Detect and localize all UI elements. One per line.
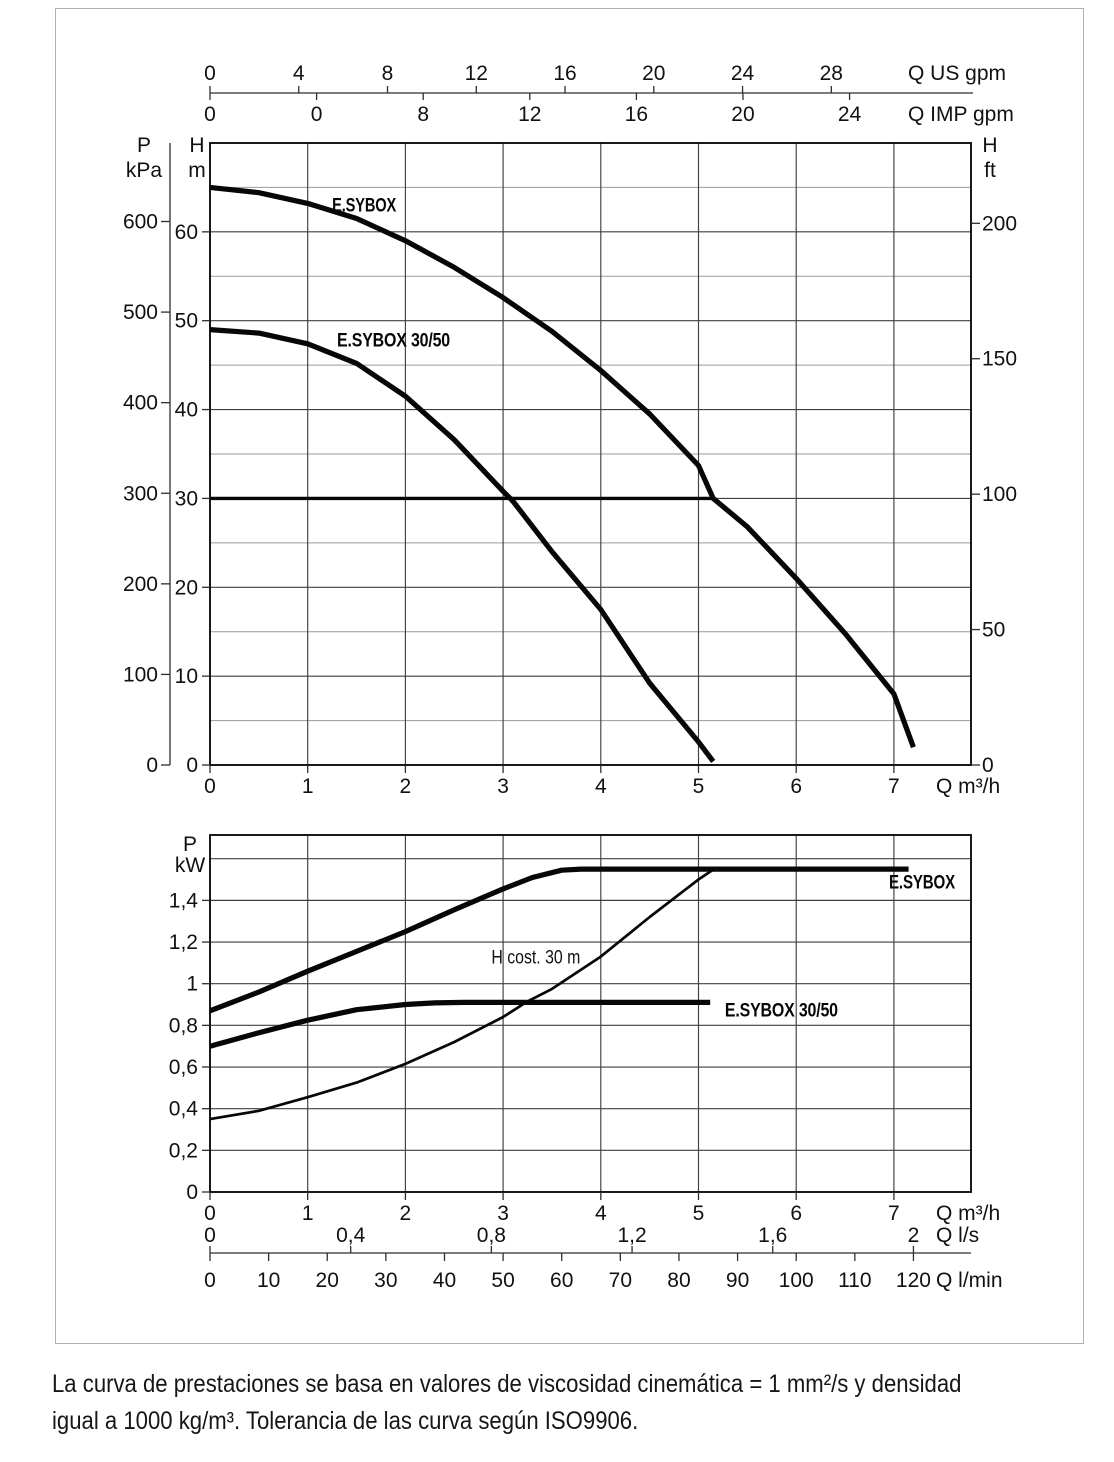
ft-axis-title: H [982, 134, 998, 157]
x-tick-label: 0 [204, 1202, 216, 1225]
lmin-tick-label: 40 [432, 1269, 457, 1292]
curve-e-sybox [210, 187, 913, 747]
us-gpm-unit-label: Q US gpm [908, 62, 1007, 85]
kpa-tick-label: 500 [122, 301, 158, 325]
imp-gpm-tick-label: 24 [837, 103, 862, 126]
us-gpm-tick-label: 12 [464, 62, 488, 85]
curve-e-sybox-power [210, 869, 909, 1011]
imp-gpm-tick-label: 8 [417, 103, 430, 126]
curve-label: E.SYBOX 30/50 [724, 1000, 838, 1022]
ft-axis-title: ft [984, 159, 996, 182]
lmin-unit-label: Q l/min [936, 1269, 1003, 1292]
imp-gpm-tick-label: 0 [310, 103, 323, 126]
hm-tick-label: 50 [174, 309, 198, 333]
lmin-tick-label: 60 [550, 1269, 574, 1292]
power-plot-border [210, 835, 971, 1192]
lmin-tick-label: 50 [491, 1269, 515, 1292]
x-tick-label: 7 [888, 1202, 900, 1225]
ls-tick-label: 0,4 [336, 1224, 366, 1247]
lmin-tick-label: 90 [725, 1269, 750, 1292]
kpa-axis-title: P [136, 134, 152, 157]
lmin-tick-label: 70 [608, 1269, 633, 1292]
ft-tick-label: 200 [982, 212, 1018, 236]
lmin-tick-label: 0 [204, 1269, 216, 1292]
caption-line-2: igual a 1000 kg/m³. Tolerancia de las curva según ISO9906. [52, 1407, 639, 1435]
kpa-axis-title: kPa [125, 159, 163, 182]
x-tick-label: 7 [888, 775, 900, 798]
ft-tick-label: 100 [982, 483, 1018, 507]
us-gpm-tick-label: 28 [819, 62, 843, 85]
hm-tick-label: 0 [186, 754, 198, 777]
kw-tick-label: 1 [186, 972, 198, 996]
x-tick-label: 0 [204, 775, 216, 798]
x-tick-label: 2 [399, 775, 412, 798]
imp-gpm-tick-label: 20 [731, 103, 755, 126]
curve-label: E.SYBOX 30/50 [337, 330, 451, 352]
hm-tick-label: 40 [174, 398, 198, 422]
x-tick-label: 2 [399, 1202, 412, 1225]
x-axis-unit-label: Q m³/h [936, 775, 1001, 798]
ft-tick-label: 0 [982, 754, 994, 777]
kw-tick-label: 0,8 [168, 1014, 198, 1038]
ls-tick-label: 0 [204, 1224, 216, 1247]
kpa-tick-label: 200 [122, 572, 158, 596]
x-tick-label: 3 [497, 1202, 509, 1225]
ft-tick-label: 50 [982, 618, 1006, 642]
ls-unit-label: Q l/s [936, 1224, 980, 1247]
x-tick-label: 5 [692, 775, 705, 798]
lmin-tick-label: 110 [838, 1269, 872, 1292]
x-axis-unit-label: Q m³/h [936, 1202, 1001, 1225]
lmin-tick-label: 30 [374, 1269, 398, 1292]
lmin-tick-label: 20 [315, 1269, 339, 1292]
ls-tick-label: 0,8 [476, 1224, 506, 1247]
kw-tick-label: 1,4 [168, 889, 198, 913]
us-gpm-tick-label: 20 [642, 62, 666, 85]
us-gpm-tick-label: 24 [730, 62, 755, 85]
x-tick-label: 4 [594, 775, 607, 798]
us-gpm-tick-label: 8 [381, 62, 394, 85]
x-tick-label: 5 [692, 1202, 705, 1225]
hm-tick-label: 10 [174, 665, 198, 689]
kpa-tick-label: 300 [122, 482, 158, 506]
lmin-tick-label: 80 [667, 1269, 691, 1292]
imp-gpm-tick-label: 16 [624, 103, 649, 126]
curve-label: H cost. 30 m [491, 947, 581, 969]
x-tick-label: 1 [301, 1202, 314, 1225]
kpa-tick-label: 600 [122, 210, 158, 234]
x-tick-label: 4 [594, 1202, 607, 1225]
us-gpm-tick-label: 0 [204, 62, 216, 85]
curve-label: E.SYBOX [889, 872, 956, 894]
us-gpm-tick-label: 4 [292, 62, 305, 85]
ls-tick-label: 2 [907, 1224, 920, 1247]
ft-tick-label: 150 [982, 347, 1018, 371]
hm-tick-label: 30 [174, 487, 198, 511]
hm-axis-title: H [189, 134, 205, 157]
imp-gpm-unit-label: Q IMP gpm [908, 103, 1014, 126]
ls-tick-label: 1,6 [758, 1224, 788, 1247]
kw-axis-title: P [182, 833, 198, 856]
imp-gpm-tick-label: 12 [518, 103, 542, 126]
kpa-tick-label: 400 [122, 391, 158, 415]
lmin-tick-label: 100 [778, 1269, 814, 1292]
lmin-tick-label: 10 [256, 1269, 281, 1292]
kw-tick-label: 0 [186, 1181, 198, 1204]
curve-label: E.SYBOX [332, 195, 397, 217]
ls-tick-label: 1,2 [617, 1224, 647, 1247]
kw-axis-title: kW [174, 854, 206, 877]
kpa-tick-label: 0 [146, 754, 158, 777]
caption-line-1: La curva de prestaciones se basa en valores de viscosidad cinemática = 1 mm²/s y densidad [52, 1370, 962, 1398]
lmin-tick-label: 120 [895, 1269, 931, 1292]
x-tick-label: 6 [790, 775, 803, 798]
kw-tick-label: 0,6 [168, 1056, 198, 1080]
hm-axis-title: m [188, 159, 206, 182]
kw-tick-label: 1,2 [168, 931, 198, 955]
kw-tick-label: 0,2 [168, 1139, 198, 1163]
imp-gpm-tick-label: 0 [204, 103, 216, 126]
x-tick-label: 1 [301, 775, 314, 798]
hm-tick-label: 20 [174, 576, 198, 600]
kpa-tick-label: 100 [122, 663, 158, 687]
hm-tick-label: 60 [174, 220, 198, 244]
caption [52, 1366, 961, 1440]
x-tick-label: 6 [790, 1202, 803, 1225]
curve-e-sybox-30-50 [210, 330, 713, 762]
x-tick-label: 3 [497, 775, 509, 798]
kw-tick-label: 0,4 [168, 1097, 198, 1121]
us-gpm-tick-label: 16 [553, 62, 577, 85]
